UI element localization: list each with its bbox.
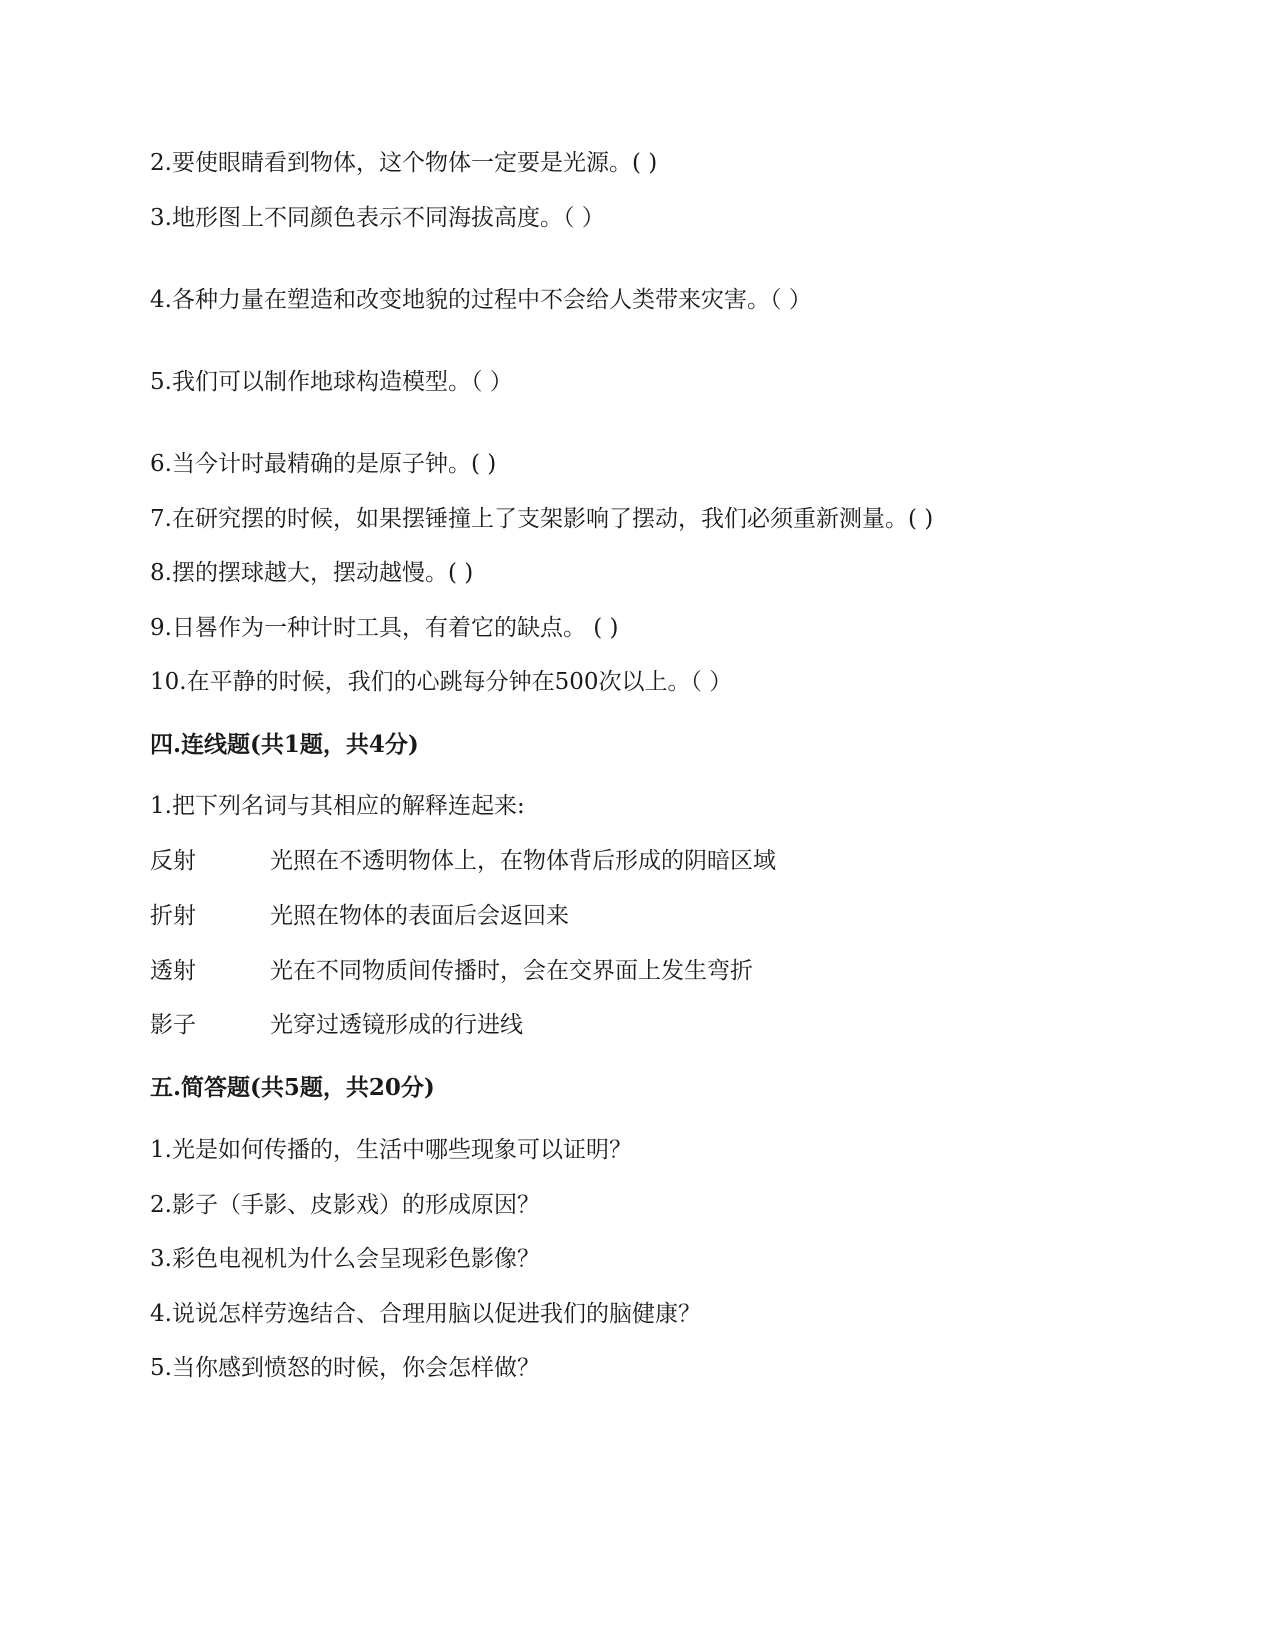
short-answer-heading: 五.简答题(共5题，共20分) <box>150 1074 435 1101</box>
judgment-item-5: 5.我们可以制作地球构造模型。（ ） <box>150 369 513 395</box>
judgment-item-9: 9.日晷作为一种计时工具，有着它的缺点。 ( ) <box>150 615 619 641</box>
short-answer-item-5: 5.当你感到愤怒的时候，你会怎样做？ <box>150 1355 540 1381</box>
matching-heading: 四.连线题(共1题，共4分) <box>150 731 419 758</box>
judgment-item-2: 2.要使眼睛看到物体，这个物体一定要是光源。( ) <box>150 150 658 176</box>
matching-definition: 光照在物体的表面后会返回来 <box>270 903 569 929</box>
matching-pair <box>150 846 776 876</box>
short-answer-item-2: 2.影子（手影、皮影戏）的形成原因？ <box>150 1192 540 1218</box>
short-answer-item-3: 3.彩色电视机为什么会呈现彩色影像？ <box>150 1246 540 1272</box>
judgment-item-3: 3.地形图上不同颜色表示不同海拔高度。（ ） <box>150 205 605 231</box>
matching-term: 折射 <box>150 903 196 929</box>
judgment-item-7: 7.在研究摆的时候，如果摆锤撞上了支架影响了摆动，我们必须重新测量。( ) <box>150 506 934 532</box>
matching-definition: 光照在不透明物体上，在物体背后形成的阴暗区域 <box>270 848 776 874</box>
judgment-item-4: 4.各种力量在塑造和改变地貌的过程中不会给人类带来灾害。（ ） <box>150 287 812 313</box>
matching-term: 影子 <box>150 1012 196 1038</box>
short-answer-item-4: 4.说说怎样劳逸结合、合理用脑以促进我们的脑健康？ <box>150 1301 701 1327</box>
matching-definition: 光在不同物质间传播时，会在交界面上发生弯折 <box>270 958 753 984</box>
matching-term: 反射 <box>150 848 196 874</box>
matching-pair <box>150 956 753 986</box>
matching-definition: 光穿过透镜形成的行进线 <box>270 1012 523 1038</box>
matching-term: 透射 <box>150 958 196 984</box>
short-answer-item-1: 1.光是如何传播的，生活中哪些现象可以证明？ <box>150 1137 632 1163</box>
matching-pair <box>150 1010 523 1040</box>
judgment-item-8: 8.摆的摆球越大，摆动越慢。( ) <box>150 560 474 586</box>
matching-prompt: 1.把下列名词与其相应的解释连起来: <box>150 793 525 819</box>
judgment-item-10: 10.在平静的时候，我们的心跳每分钟在500次以上。（ ） <box>150 669 733 695</box>
matching-pair <box>150 901 569 931</box>
judgment-item-6: 6.当今计时最精确的是原子钟。( ) <box>150 451 497 477</box>
